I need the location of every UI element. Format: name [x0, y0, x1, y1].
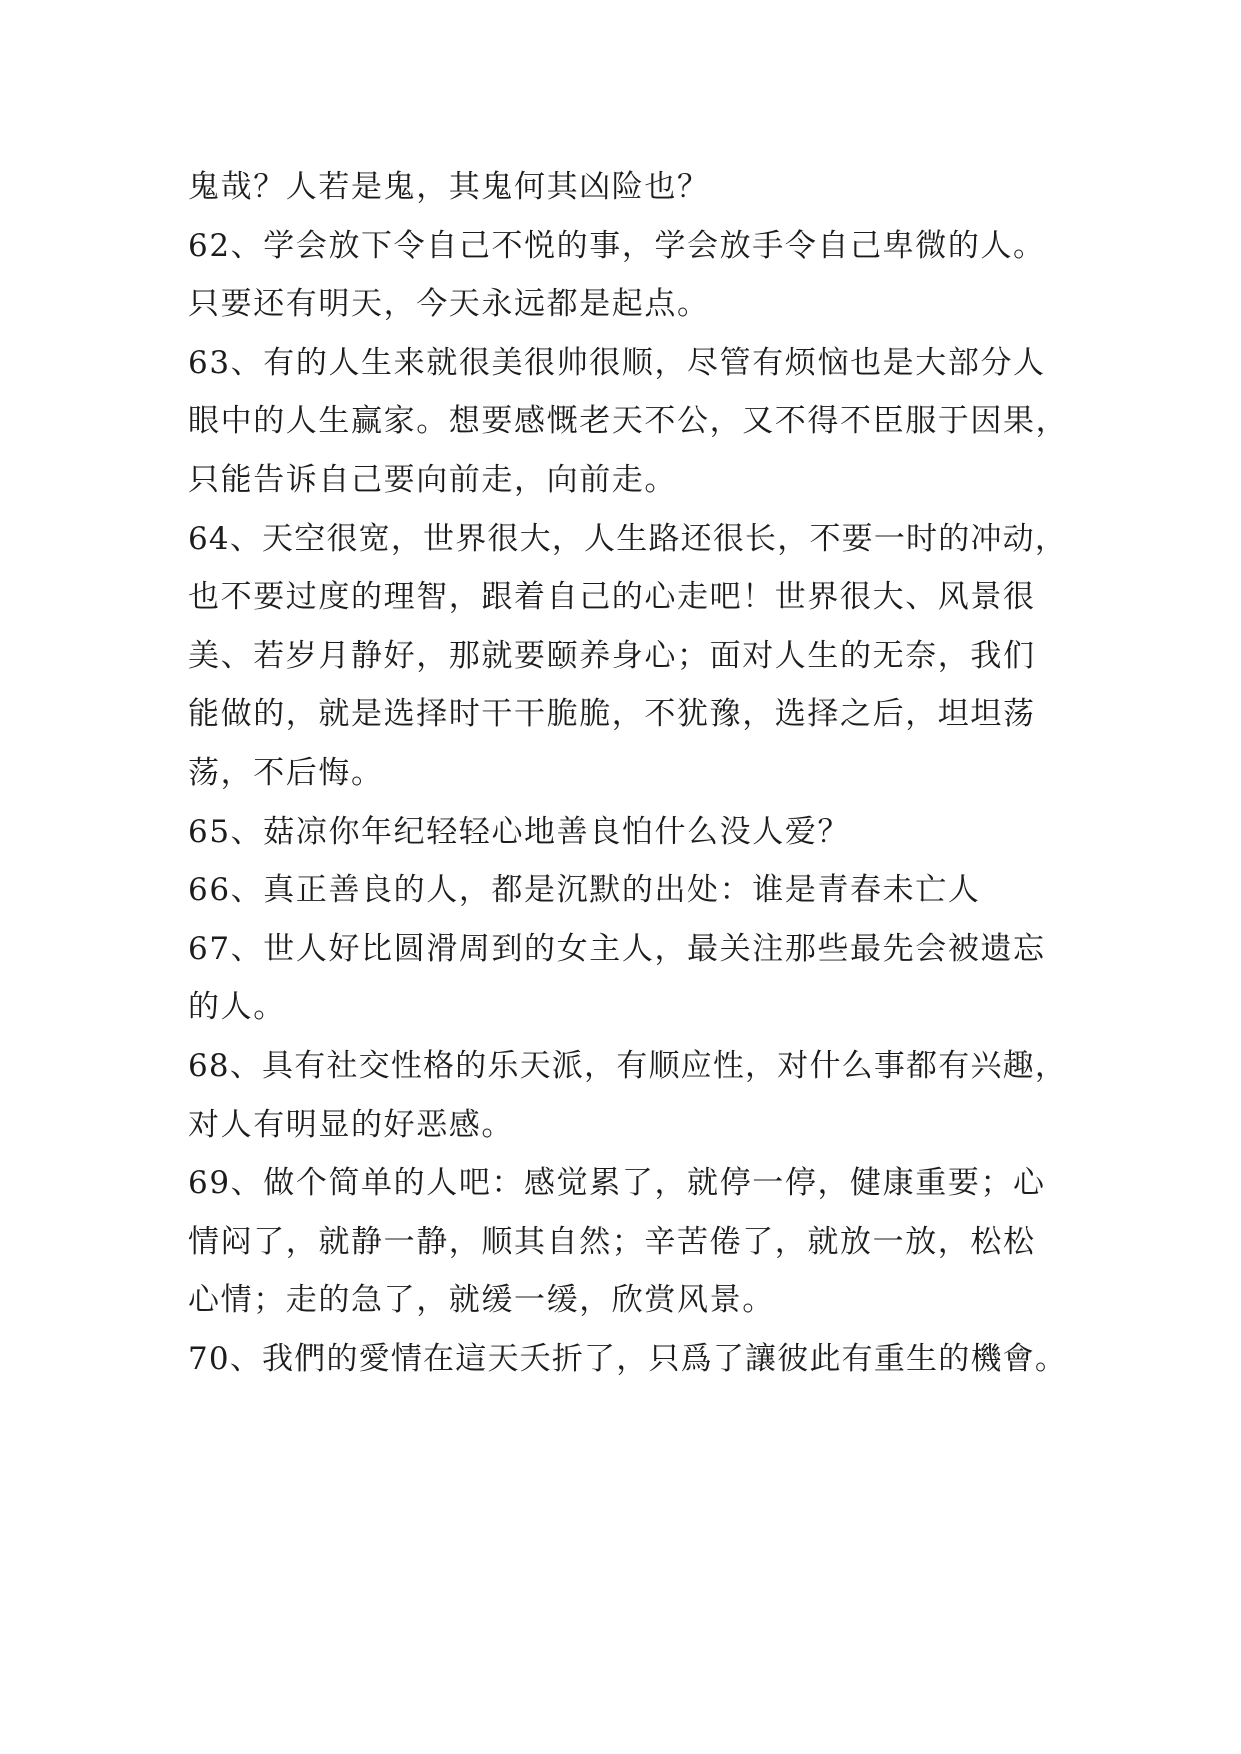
- text-line: 情闷了，就静一静，顺其自然；辛苦倦了，就放一放，松松: [188, 1223, 1036, 1260]
- text-line: 67、世人好比圆滑周到的女主人，最关注那些最先会被遗忘: [188, 930, 1046, 967]
- text-line: 66、真正善良的人，都是沉默的出处：谁是青春未亡人: [188, 872, 981, 909]
- text-line: 只能告诉自己要向前走，向前走。: [188, 461, 677, 498]
- text-line: 对人有明显的好恶感。: [188, 1106, 514, 1143]
- text-line: 63、有的人生来就很美很帅很顺，尽管有烦恼也是大部分人: [188, 344, 1046, 381]
- text-line: 美、若岁月静好，那就要颐养身心；面对人生的无奈，我们: [188, 637, 1036, 674]
- text-line: 的人。: [188, 989, 286, 1026]
- text-line: 鬼哉？人若是鬼，其鬼何其凶险也？: [188, 169, 710, 205]
- text-line: 只要还有明天，今天永远都是起点。: [188, 286, 710, 323]
- text-line: 70、我們的愛情在這天夭折了，只爲了讓彼此有重生的機會。: [188, 1340, 1068, 1377]
- text-line: 也不要过度的理智，跟着自己的心走吧！世界很大、风景很: [188, 579, 1036, 616]
- text-line: 62、学会放下令自己不悦的事，学会放手令自己卑微的人。: [188, 227, 1046, 264]
- text-line: 65、菇凉你年纪轻轻心地善良怕什么没人爱？: [188, 813, 851, 850]
- text-line: 69、做个简单的人吧：感觉累了，就停一停，健康重要；心: [188, 1165, 1046, 1202]
- document-body: [188, 158, 1068, 1388]
- text-line: 心情；走的急了，就缓一缓，欣赏风景。: [188, 1282, 775, 1319]
- text-line: 68、具有社交性格的乐天派，有顺应性，对什么事都有兴趣，: [188, 1047, 1068, 1084]
- text-line: 眼中的人生赢家。想要感慨老天不公，又不得不臣服于因果，: [188, 403, 1069, 440]
- text-line: 荡，不后悔。: [188, 754, 384, 791]
- text-line: 能做的，就是选择时干干脆脆，不犹豫，选择之后，坦坦荡: [188, 696, 1036, 733]
- text-line: 64、天空很宽，世界很大，人生路还很长，不要一时的冲动，: [188, 520, 1068, 557]
